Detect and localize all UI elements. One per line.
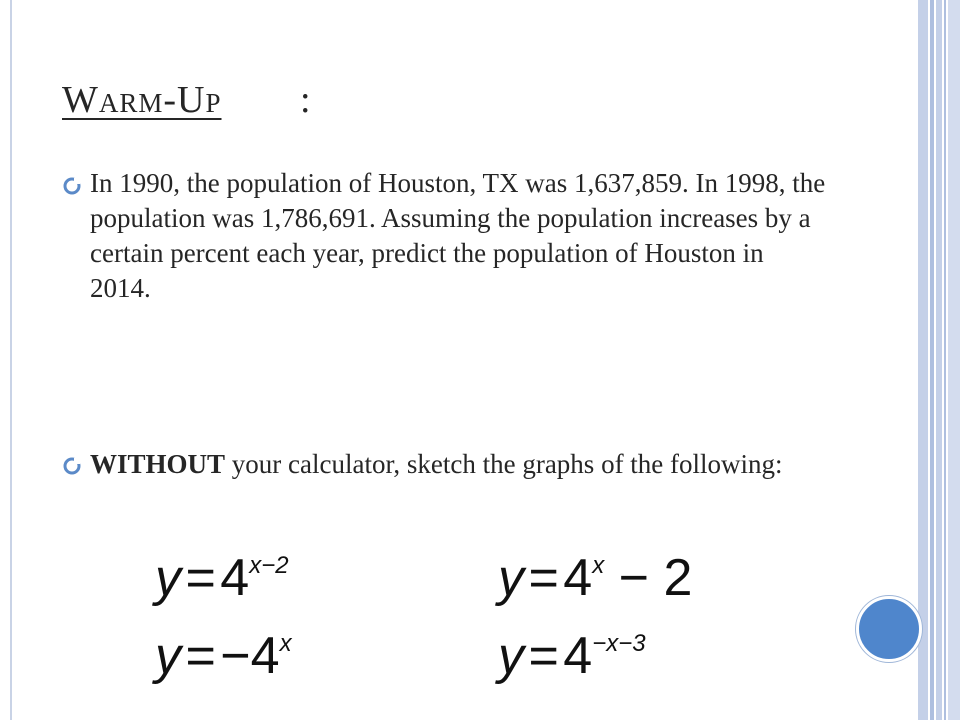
equation-exponent: −x−3	[592, 630, 646, 657]
side-bar	[918, 0, 928, 720]
equation-4	[498, 626, 646, 686]
equation-operator: =	[185, 627, 216, 685]
equation-base: 4	[563, 549, 593, 607]
side-bar	[936, 0, 942, 720]
bullet-paragraph-1: In 1990, the population of Houston, TX was 1,637,859. In 1998, the population was 1,786,691. Assuming the population increases by a certain percent each year, predict the population of Houston in 2014.	[90, 168, 826, 303]
equation-base: 4	[250, 627, 280, 685]
bullet-text: your calculator, sketch the graphs of the following:	[225, 449, 783, 479]
equation-sign: −	[220, 627, 251, 685]
equation-2	[498, 548, 692, 608]
side-bar	[930, 0, 934, 720]
equation-operator: =	[528, 549, 559, 607]
slide-title-colon: :	[300, 79, 311, 121]
equation-3	[155, 626, 292, 686]
equation-base: 4	[563, 627, 593, 685]
emphasis-text: WITHOUT	[90, 449, 226, 479]
equation-base: 4	[220, 549, 250, 607]
ring-bullet-icon	[62, 456, 82, 476]
equation-tail: − 2	[604, 549, 693, 607]
equation-operator: =	[528, 627, 559, 685]
equation-lhs: y	[498, 549, 524, 607]
equation-exponent: x−2	[249, 552, 289, 579]
side-bar	[948, 0, 960, 720]
bullet-paragraph-2	[90, 447, 830, 482]
equation-exponent: x	[592, 552, 605, 579]
slide-title: Warm-Up	[62, 79, 222, 121]
ring-bullet-icon	[62, 176, 82, 196]
side-bar	[944, 0, 946, 720]
equation-1	[155, 548, 289, 608]
equation-lhs: y	[498, 627, 524, 685]
blue-circle-icon	[856, 596, 922, 662]
equation-lhs: y	[155, 549, 181, 607]
equation-exponent: x	[279, 630, 292, 657]
equation-operator: =	[185, 549, 216, 607]
equation-lhs: y	[155, 627, 181, 685]
side-decoration-bars	[918, 0, 960, 720]
